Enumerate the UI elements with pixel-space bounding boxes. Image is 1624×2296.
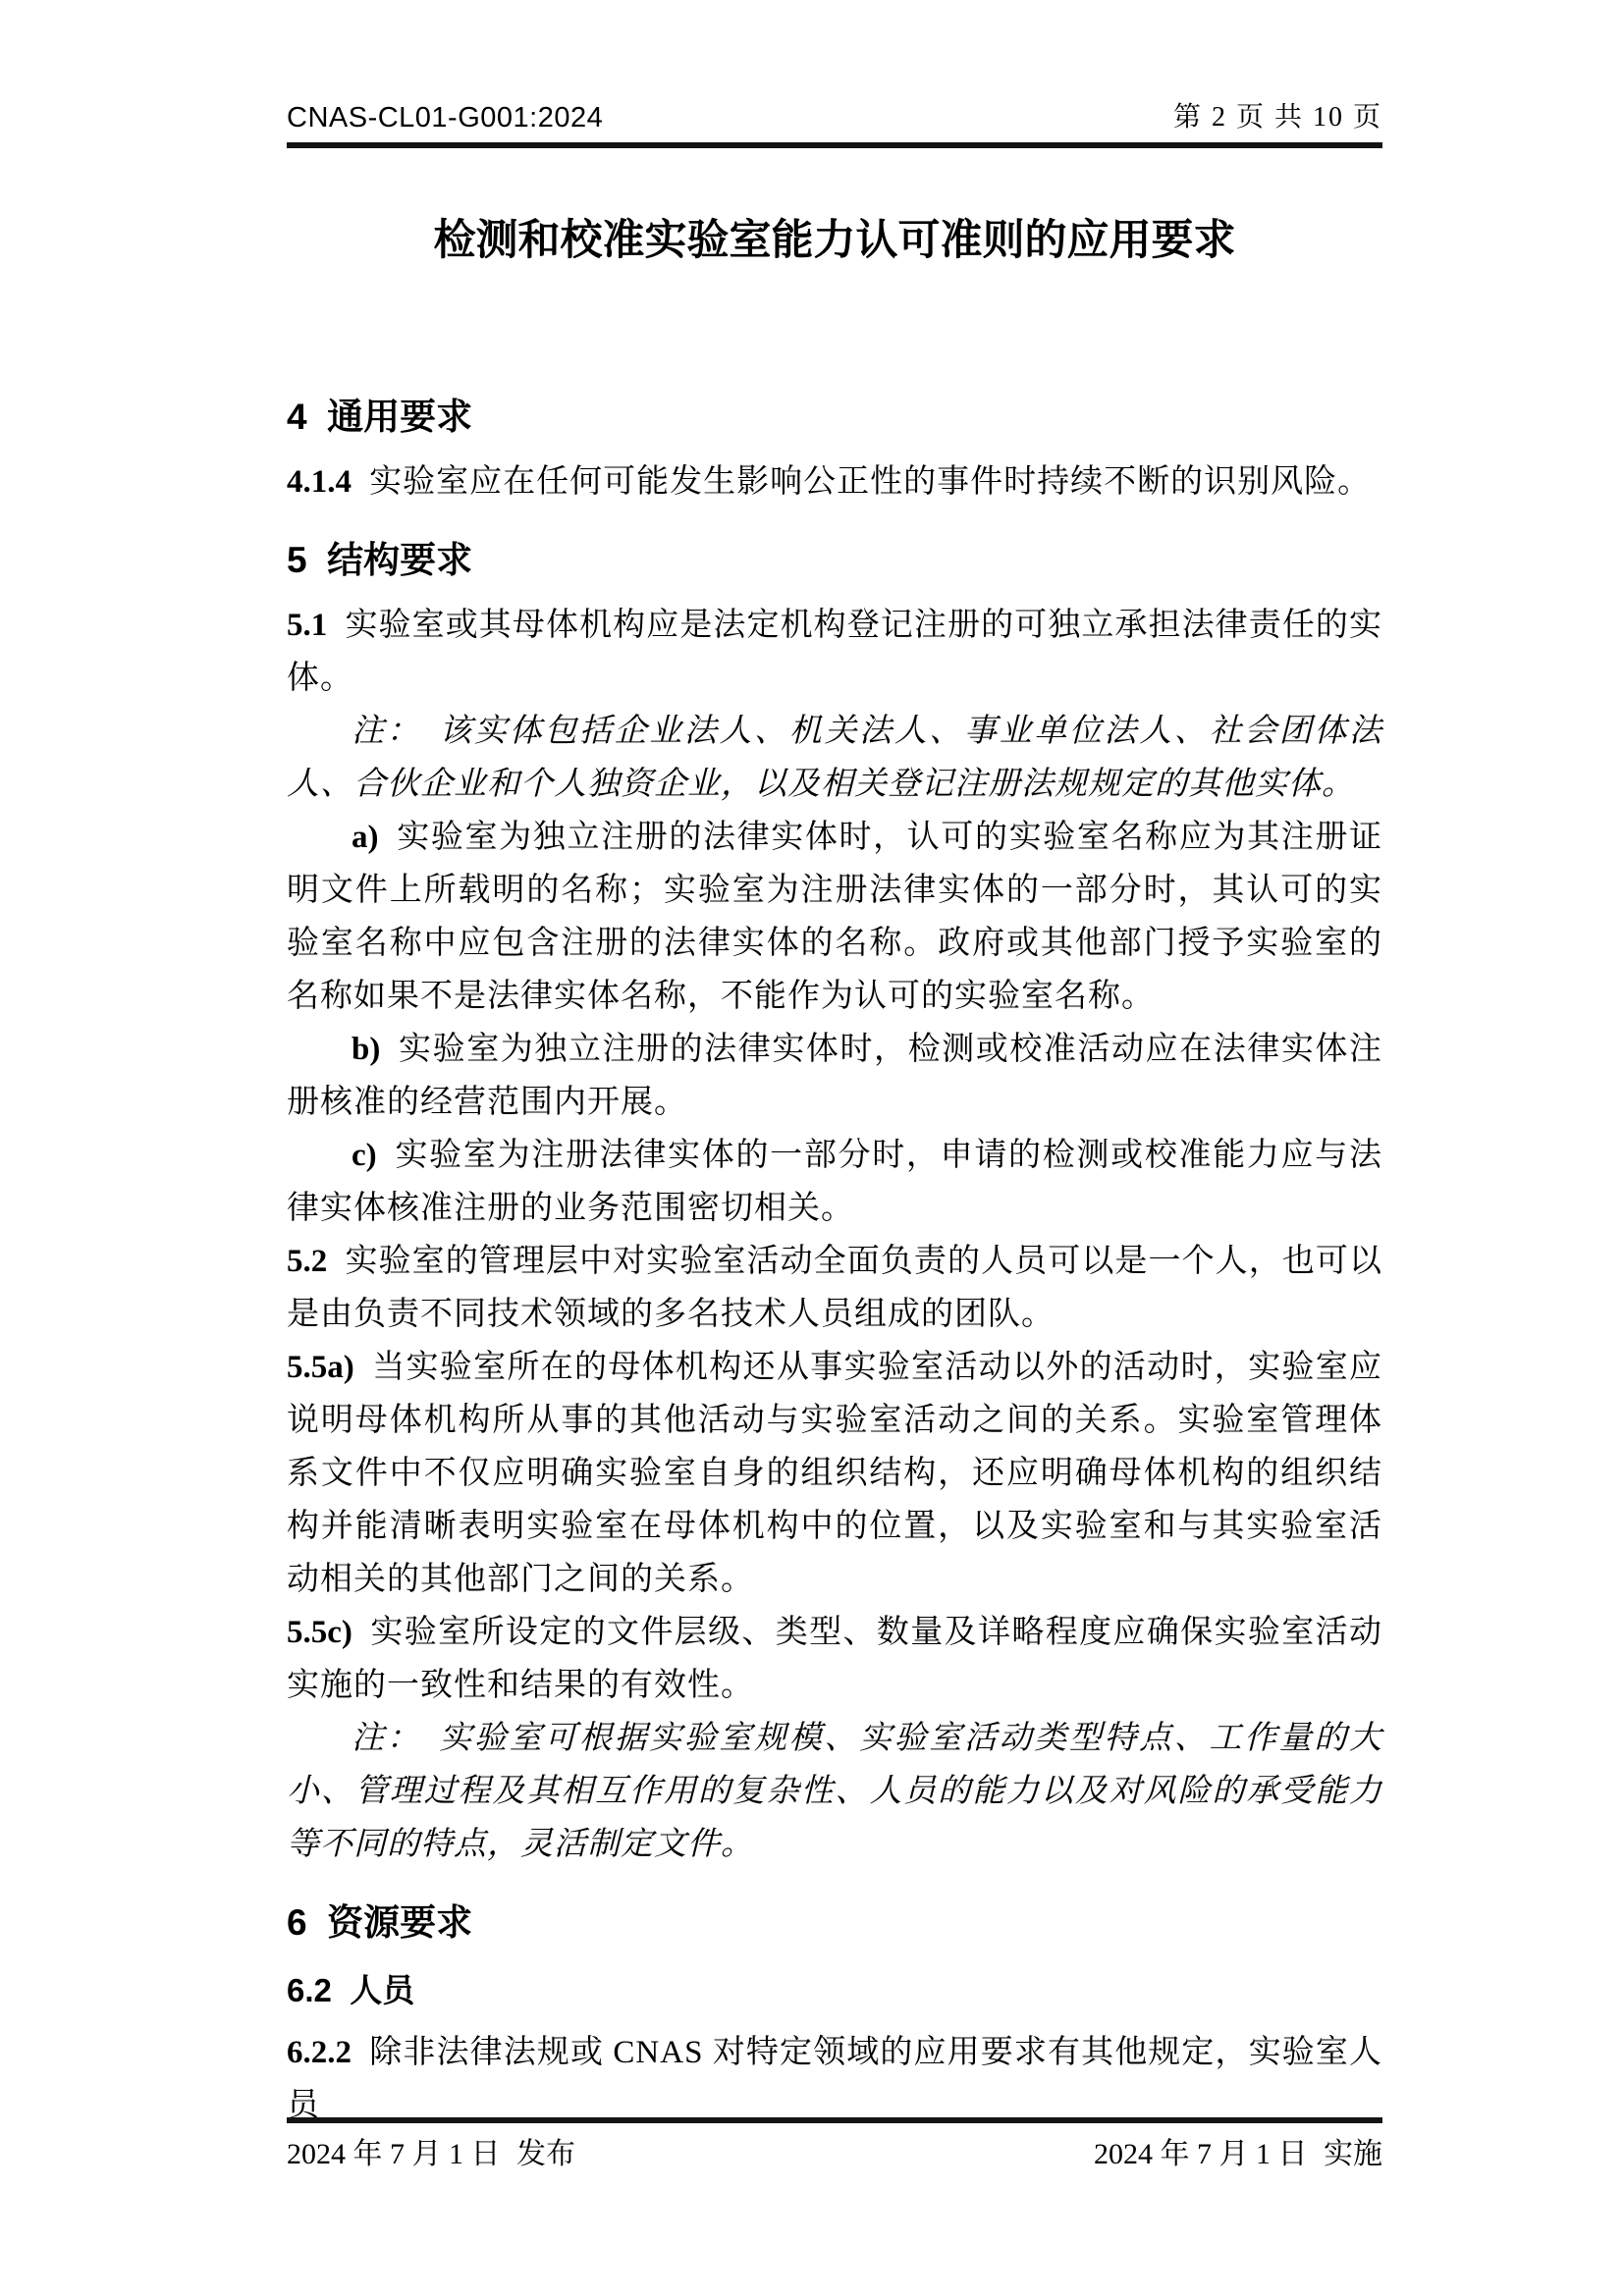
clause-number: 注： xyxy=(352,1721,422,1756)
clause-number: a) xyxy=(352,820,379,855)
page-footer xyxy=(287,2117,1382,2172)
clause-number: b) xyxy=(352,1032,381,1067)
clause-number: 5.5c) xyxy=(287,1615,352,1650)
clause-number: 注： xyxy=(352,714,422,749)
section-heading: 6 资源要求 xyxy=(287,1902,473,1943)
implement-label: 实施 xyxy=(1324,2138,1382,2170)
clause-number: 5.1 xyxy=(287,608,328,643)
note-paragraph: 注： 实验室可根据实验室规模、实验室活动类型特点、工作量的大小、管理过程及其相互作用的复杂性、人员的能力以及对风险的承受能力等不同的特点，灵活制定文件。 xyxy=(287,1721,1383,1862)
paragraph: 5.5c) 实验室所设定的文件层级、类型、数量及详略程度应确保实验室活动实施的一致性和结果的有效性。 xyxy=(287,1615,1382,1703)
document-code: CNAS-CL01-G001:2024 xyxy=(287,102,604,133)
paragraph: 4.1.4 实验室应在任何可能发生影响公正性的事件时持续不断的识别风险。 xyxy=(287,464,1372,500)
paragraph: b) 实验室为独立注册的法律实体时，检测或校准活动应在法律实体注册核准的经营范围内开展。 xyxy=(287,1032,1382,1120)
paragraph: 5.1 实验室或其母体机构应是法定机构登记注册的可独立承担法律责任的实体。 xyxy=(287,608,1382,696)
implement-info xyxy=(1094,2137,1382,2172)
subsection-heading: 6.2 人员 xyxy=(287,1972,415,2008)
paragraph: 5.5a) 当实验室所在的母体机构还从事实验室活动以外的活动时，实验室应说明母体机构所从事的其他活动与实验室活动之间的关系。实验室管理体系文件中不仅应明确实验室自身的组织结构，还应明确母体机构的组织结构并能清晰表明实验室在母体机构中的位置，以及实验室和与其实验室活动相关的其他部门之间的关系。 xyxy=(287,1350,1382,1597)
publish-info xyxy=(287,2137,575,2172)
clause-number: 6.2.2 xyxy=(287,2035,352,2070)
document-content xyxy=(287,218,1382,2132)
paragraph: 5.2 实验室的管理层中对实验室活动全面负责的人员可以是一个人，也可以是由负责不同技术领域的多名技术人员组成的团队。 xyxy=(287,1244,1382,1332)
clause-number: 5.2 xyxy=(287,1244,328,1279)
note-paragraph: 注： 该实体包括企业法人、机关法人、事业单位法人、社会团体法人、合伙企业和个人独资企业，以及相关登记注册法规规定的其他实体。 xyxy=(287,714,1383,802)
section-heading: 5 结构要求 xyxy=(287,540,473,580)
publish-label: 发布 xyxy=(516,2138,575,2170)
page-header xyxy=(287,102,1382,148)
implement-date: 2024 年 7 月 1 日 xyxy=(1094,2138,1308,2170)
publish-date: 2024 年 7 月 1 日 xyxy=(287,2138,501,2170)
document-title: 检测和校准实验室能力认可准则的应用要求 xyxy=(433,217,1236,264)
section-heading: 4 通用要求 xyxy=(287,397,473,437)
document-body xyxy=(287,395,1382,2132)
paragraph: a) 实验室为独立注册的法律实体时，认可的实验室名称应为其注册证明文件上所载明的名称；实验室为注册法律实体的一部分时，其认可的实验室名称中应包含注册的法律实体的名称。政府或其他部门授予实验室的名称如果不是法律实体名称，不能作为认可的实验室名称。 xyxy=(287,820,1382,1014)
clause-number: c) xyxy=(352,1138,377,1173)
clause-number: 5.5a) xyxy=(287,1350,354,1385)
clause-number: 4.1.4 xyxy=(287,464,352,500)
page-number-info: 第 2 页 共 10 页 xyxy=(1172,102,1382,133)
paragraph: c) 实验室为注册法律实体的一部分时，申请的检测或校准能力应与法律实体核准注册的业务范围密切相关。 xyxy=(287,1138,1382,1226)
paragraph: 6.2.2 除非法律法规或 CNAS 对特定领域的应用要求有其他规定，实验室人员 xyxy=(287,2035,1382,2123)
